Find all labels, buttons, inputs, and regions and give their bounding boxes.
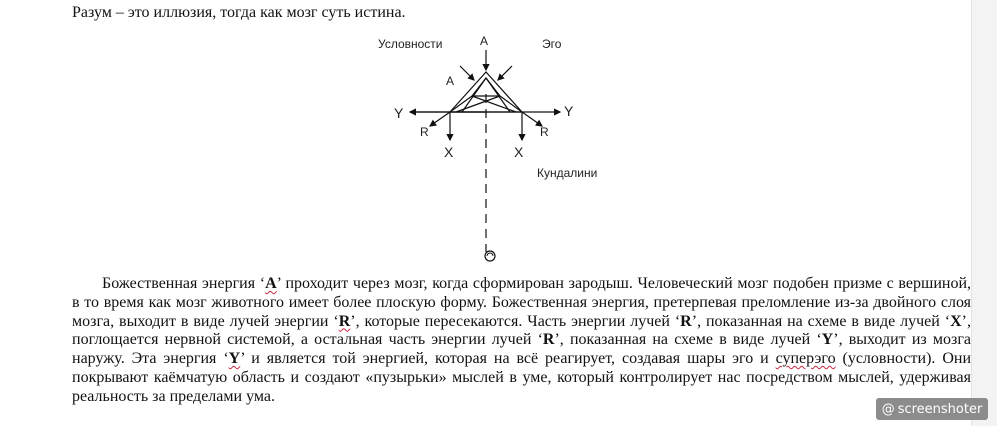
label-conditions: Условности [378,37,443,51]
text-run: ’, которые пересекаются. Часть энергии лучей ‘ [350,312,681,330]
text-run: Божественная энергия ‘ [102,275,266,292]
bold-letter: Y [228,350,241,368]
underlined-word: суперэго [775,350,836,368]
label-x-left: X [444,144,454,160]
label-ego: Эго [542,37,562,51]
bold-letter: Y [821,331,834,349]
intro-sentence: Разум – это иллюзия, тогда как мозг суть истина. [72,4,406,21]
body-paragraph [72,275,971,407]
label-r-right: R [540,125,549,139]
bold-letter: R [542,331,555,349]
text-run: ’ и является той энергией, которая на всё реагирует, создавая шары эго и [240,350,776,368]
screenshoter-watermark [876,398,988,420]
text-run: ’, выходит из мозга наружу. Эта энергия ‘ [72,331,972,368]
label-a-top: A [480,34,489,48]
text-run: ’, показанная на схеме в виде лучей ‘ [691,312,951,330]
bold-letter: R [680,312,692,330]
label-kundalini: Кундалини [537,166,598,180]
label-x-right: X [514,144,524,160]
watermark-text: screenshoter [897,401,983,417]
vertical-scrollbar[interactable] [971,0,997,426]
paragraph-text [72,275,971,407]
at-sign-icon: @ [881,401,895,417]
prism-brain-diagram [366,30,626,270]
text-run: ’ проходит через мозг, когда сформирован зародыш. Человеческий мозг подобен призме с вершиной, в то время как мозг животного имеет более плоскую форму. Божественная энергия, претерпевая преломление из-за двойного слоя мозга, выходит в виде лучей энергии ‘ [72,275,971,330]
bold-letter: R [338,312,351,330]
bold-letter: X [950,312,962,330]
label-r-left: R [420,125,429,139]
text-run: ’, показанная на схеме в виде лучей ‘ [554,331,822,349]
label-y-left: Y [394,105,404,121]
kundalini-coil-icon [485,251,495,261]
label-y-right: Y [564,103,574,119]
label-a-left: A [446,74,455,88]
text-run: ’, поглощается нервной системой, а остальная часть энергии лучей ‘ [72,312,971,349]
text-run: (условности). Они покрывают каёмчатую область и создают «пузырьки» мыслей в уме, который контролирует нас посредством мыслей, удерживая реальность за пределами ума. [72,350,972,405]
bold-letter: A [265,275,277,292]
